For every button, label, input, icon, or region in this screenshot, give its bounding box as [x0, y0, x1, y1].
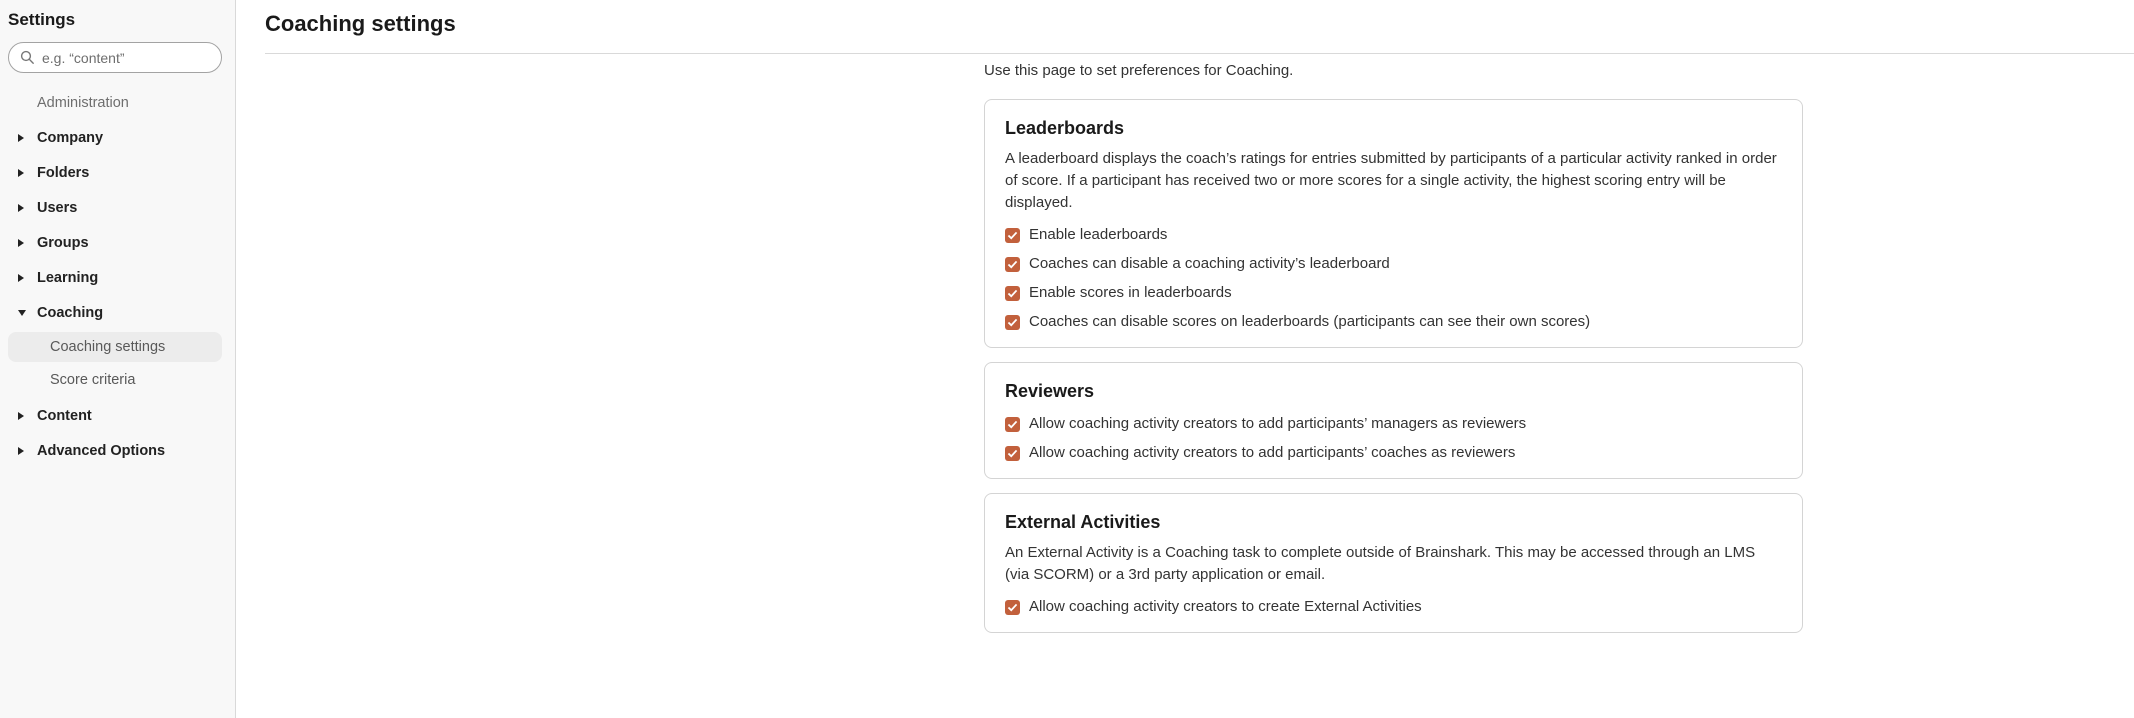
checkbox-label: Allow coaching activity creators to add participants’ coaches as reviewers [1029, 444, 1516, 461]
sidebar-nav [0, 85, 235, 468]
chevron-right-icon [18, 134, 24, 142]
sidebar-item-label: Advanced Options [37, 442, 166, 459]
checkbox-checked-icon[interactable] [1005, 600, 1020, 615]
chevron-right-icon [18, 169, 24, 177]
sidebar-item-coaching-settings[interactable] [8, 332, 222, 362]
checkbox-coaches-can-disable-a-coaching-activity-s-leaderboard[interactable] [1005, 255, 1782, 273]
settings-card-external-activities [984, 493, 1803, 633]
checkbox-label: Enable scores in leaderboards [1029, 284, 1232, 301]
sidebar-item-label: Coaching [37, 304, 104, 321]
checkbox-allow-coaching-activity-creators-to-add-participants-coaches-as-reviewers[interactable] [1005, 444, 1782, 462]
checkbox-checked-icon[interactable] [1005, 257, 1020, 272]
sidebar-item-label: Administration [37, 94, 129, 111]
settings-card-leaderboards [984, 99, 1803, 348]
card-title: Reviewers [1005, 381, 1095, 401]
checkbox-rows [1005, 415, 1782, 462]
search-icon [20, 50, 35, 65]
card-title: External Activities [1005, 512, 1161, 532]
checkbox-rows [1005, 598, 1782, 616]
sidebar-item-label: Content [37, 407, 92, 424]
settings-card-reviewers [984, 362, 1803, 479]
checkbox-allow-coaching-activity-creators-to-create-external-activities[interactable] [1005, 598, 1782, 616]
header-divider [265, 53, 2134, 54]
checkbox-allow-coaching-activity-creators-to-add-participants-managers-as-reviewers[interactable] [1005, 415, 1782, 433]
checkbox-checked-icon[interactable] [1005, 417, 1020, 432]
sidebar-item-label: Learning [37, 269, 99, 286]
sidebar-item-label: Groups [37, 234, 89, 251]
checkbox-enable-leaderboards[interactable] [1005, 226, 1782, 244]
chevron-right-icon [18, 274, 24, 282]
sidebar-subitem-label: Score criteria [50, 372, 136, 388]
card-title: Leaderboards [1005, 118, 1125, 138]
checkbox-coaches-can-disable-scores-on-leaderboards-participants-can-see-their-own-scores[interactable] [1005, 313, 1782, 331]
chevron-right-icon [18, 204, 24, 212]
sidebar-item-coaching[interactable] [0, 295, 235, 330]
sidebar-item-label: Folders [37, 164, 90, 181]
checkbox-label: Coaches can disable scores on leaderboards (participants can see their own scores) [1029, 313, 1591, 330]
intro-text: Use this page to set preferences for Coaching. [984, 62, 1294, 79]
checkbox-checked-icon[interactable] [1005, 446, 1020, 461]
card-description: An External Activity is a Coaching task to complete outside of Brainshark. This may be accessed through an LMS (via SCORM) or a 3rd party application or email. [1005, 544, 1756, 583]
settings-sidebar [0, 0, 236, 718]
search-box[interactable] [8, 42, 222, 73]
chevron-down-icon [18, 310, 26, 316]
sidebar-title: Settings [8, 10, 76, 29]
chevron-right-icon [18, 239, 24, 247]
main-content [236, 0, 2134, 718]
checkbox-label: Enable leaderboards [1029, 226, 1168, 243]
sidebar-item-label: Company [37, 129, 104, 146]
sidebar-item-groups[interactable] [0, 225, 235, 260]
sidebar-item-score-criteria[interactable] [8, 365, 222, 395]
sidebar-item-content[interactable] [0, 398, 235, 433]
checkbox-checked-icon[interactable] [1005, 286, 1020, 301]
page-title: Coaching settings [265, 11, 456, 36]
content-column [984, 60, 1803, 633]
sidebar-item-advanced-options[interactable] [0, 433, 235, 468]
card-description: A leaderboard displays the coach’s ratings for entries submitted by participants of a particular activity ranked in order of score. If a participant has received two or more scores for a single activity, the highest scoring entry will be displayed. [1005, 150, 1777, 211]
sidebar-item-company[interactable] [0, 120, 235, 155]
sidebar-item-folders[interactable] [0, 155, 235, 190]
checkbox-label: Allow coaching activity creators to add participants’ managers as reviewers [1029, 415, 1527, 432]
checkbox-enable-scores-in-leaderboards[interactable] [1005, 284, 1782, 302]
sidebar-item-learning[interactable] [0, 260, 235, 295]
checkbox-rows [1005, 226, 1782, 331]
search-input[interactable] [42, 50, 211, 66]
chevron-right-icon [18, 447, 24, 455]
cards-container [984, 99, 1803, 633]
checkbox-checked-icon[interactable] [1005, 315, 1020, 330]
sidebar-item-users[interactable] [0, 190, 235, 225]
chevron-right-icon [18, 412, 24, 420]
sidebar-subitem-label: Coaching settings [50, 339, 166, 355]
checkbox-label: Coaches can disable a coaching activity’s leaderboard [1029, 255, 1390, 272]
sidebar-item-administration[interactable] [0, 85, 235, 120]
sidebar-item-label: Users [37, 199, 78, 216]
checkbox-label: Allow coaching activity creators to create External Activities [1029, 598, 1422, 615]
checkbox-checked-icon[interactable] [1005, 228, 1020, 243]
